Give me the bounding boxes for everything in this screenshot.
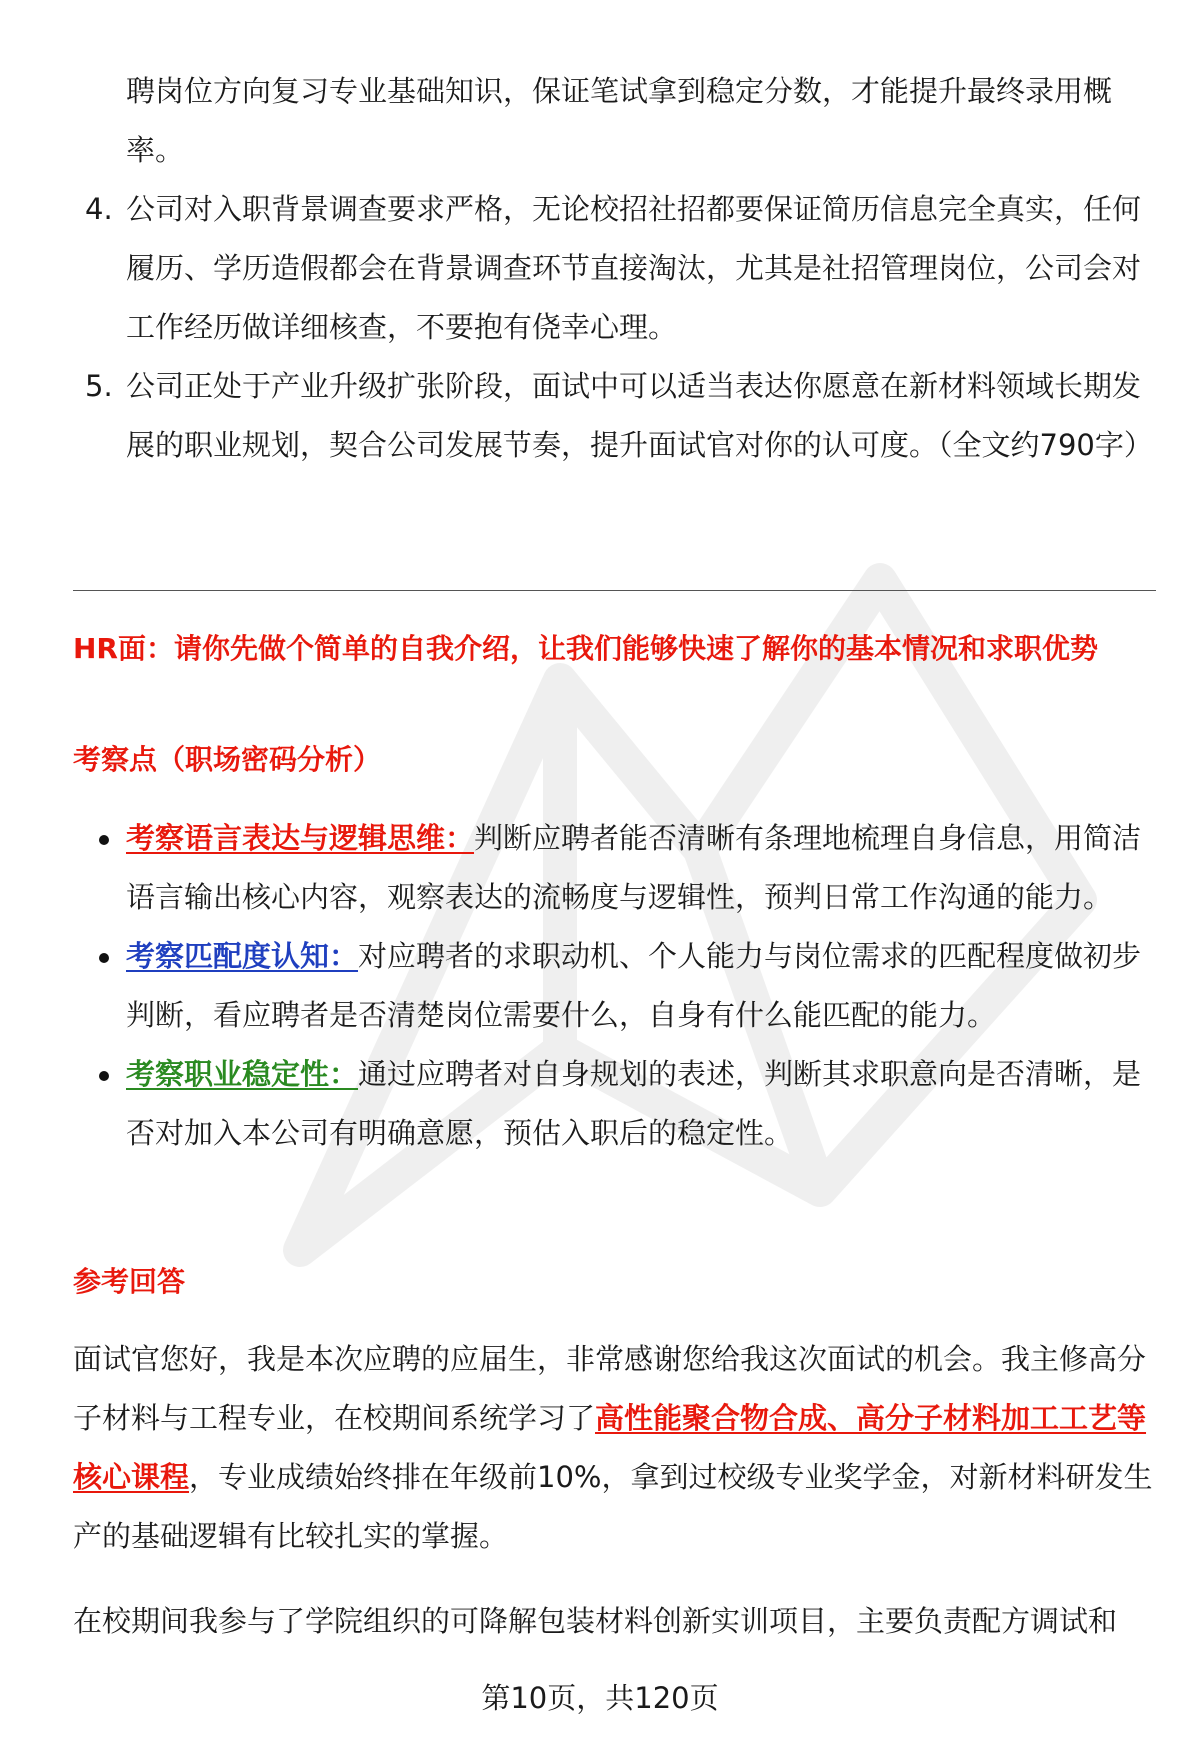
page-footer: 第10页，共120页 — [481, 1681, 719, 1715]
bullet-label: 考察匹配度认知： — [126, 939, 359, 973]
focus-heading-block — [73, 740, 1156, 780]
hr-question — [73, 628, 1156, 670]
list-number: 4. — [85, 192, 113, 226]
list-number: 5. — [85, 369, 113, 403]
answer-paragraph-2 — [73, 1592, 1156, 1651]
answer-text: ，专业成绩始终排在年级前10%，拿到过校级专业奖学金，对新材料研发生产的基础逻辑有比较扎实的掌握。 — [73, 1460, 1153, 1553]
list-item-continuation: 聘岗位方向复习专业基础知识，保证笔试拿到稳定分数，才能提升最终录用概率。 — [126, 74, 1113, 167]
focus-bullets — [73, 809, 1156, 1163]
bullet-label: 考察语言表达与逻辑思维： — [126, 821, 475, 855]
answer-heading: 参考回答 — [73, 1265, 186, 1298]
list-item-text: 公司正处于产业升级扩张阶段，面试中可以适当表达你愿意在新材料领域长期发展的职业规划，契合公司发展节奏，提升面试官对你的认可度。（全文约790字） — [126, 369, 1153, 462]
bullet-dot-icon — [99, 953, 109, 963]
bullet-item — [73, 1045, 1156, 1163]
bullet-item — [73, 809, 1156, 927]
answer-text: 面试官您好，我是本次应聘的应届生，非常感谢您给我这次面试的机会。我主修高分子材料与工程专业，在校期间系统学习了 — [73, 1342, 1147, 1435]
focus-heading: 考察点（职场密码分析） — [73, 743, 382, 776]
answer-paragraph-1-text — [73, 1330, 1156, 1566]
bullet-text: 通过应聘者对自身规划的表述，判断其求职意向是否清晰，是否对加入本公司有明确意愿，预估入职后的稳定性。 — [126, 1057, 1142, 1150]
top-list — [73, 62, 1153, 475]
bullet-label: 考察职业稳定性： — [126, 1057, 359, 1091]
answer-heading-block — [73, 1262, 1156, 1302]
bullet-text: 判断应聘者能否清晰有条理地梳理自身信息，用简洁语言输出核心内容，观察表达的流畅度与逻辑性，预判日常工作沟通的能力。 — [126, 821, 1142, 914]
hr-question-title: HR面：请你先做个简单的自我介绍，让我们能够快速了解你的基本情况和求职优势 — [73, 632, 1098, 665]
list-item — [73, 357, 1153, 475]
bullet-dot-icon — [99, 1071, 109, 1081]
answer-paragraph-1 — [73, 1330, 1156, 1566]
bullet-dot-icon — [99, 835, 109, 845]
answer-paragraph-2-text: 在校期间我参与了学院组织的可降解包装材料创新实训项目，主要负责配方调试和 — [73, 1604, 1118, 1638]
bullet-text: 对应聘者的求职动机、个人能力与岗位需求的匹配程度做初步判断，看应聘者是否清楚岗位需要什么，自身有什么能匹配的能力。 — [126, 939, 1142, 1032]
list-item — [73, 180, 1149, 357]
section-divider — [73, 590, 1156, 591]
answer-highlight: 高性能聚合物合成、高分子材料加工工艺等核心课程 — [73, 1401, 1147, 1494]
list-item-text: 公司对入职背景调查要求严格，无论校招社招都要保证简历信息完全真实，任何履历、学历造假都会在背景调查环节直接淘汰，尤其是社招管理岗位，公司会对工作经历做详细核查，不要抱有侥幸心理。 — [126, 192, 1142, 344]
bullet-item — [73, 927, 1156, 1045]
